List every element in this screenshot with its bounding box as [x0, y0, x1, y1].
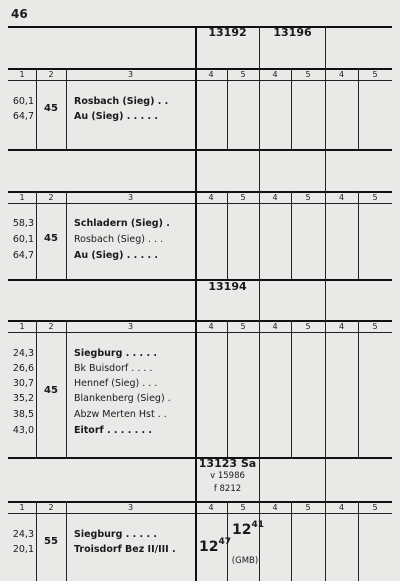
rule: [195, 191, 197, 279]
station-name: Siegburg . . . . .: [74, 348, 157, 359]
km-value: 60,1: [12, 234, 34, 245]
col-number: 5: [305, 322, 311, 331]
rule: [195, 501, 197, 581]
col-number: 4: [208, 70, 214, 79]
col-number: 5: [372, 322, 378, 331]
km-value: 38,5: [12, 409, 34, 420]
station-name: Au (Sieg) . . . . .: [74, 111, 159, 122]
rule: [195, 149, 197, 191]
arrival-time: $12^{47}$: [199, 537, 232, 555]
rule: [325, 501, 326, 581]
col-number: 5: [372, 503, 378, 512]
rule: [291, 501, 292, 581]
col-number: 3: [127, 70, 134, 79]
col-number: 4: [208, 193, 214, 202]
col-number: 5: [240, 193, 246, 202]
rule: [325, 68, 326, 149]
col-number: 4: [338, 193, 345, 202]
station-name: Au (Sieg) . . . . .: [74, 250, 159, 261]
rule: [291, 191, 292, 279]
col-number: 4: [338, 503, 345, 512]
col-number: 1: [19, 322, 25, 331]
col-number: 5: [372, 70, 378, 79]
page-number: 46: [11, 7, 28, 21]
route-number: 45: [44, 385, 58, 396]
km-value: 64,7: [12, 111, 34, 122]
km-value: 20,1: [12, 544, 34, 555]
col-number: 4: [272, 503, 278, 512]
rule: [325, 191, 326, 279]
station-name: Rosbach (Sieg) . . .: [74, 234, 164, 245]
rule: [259, 191, 260, 279]
station-name: Blankenberg (Sieg) .: [74, 393, 171, 404]
col-number: 4: [272, 193, 278, 202]
rule: [325, 279, 326, 320]
col-number: 2: [48, 503, 54, 512]
rule: [259, 457, 260, 501]
station-name: Bk Buisdorf . . . .: [74, 363, 153, 374]
rule: [259, 501, 260, 581]
station-name: Rosbach (Sieg) . .: [74, 96, 169, 107]
col-number: 2: [48, 70, 54, 79]
col-number: 3: [127, 503, 134, 512]
rule: [66, 501, 67, 581]
train-note: v 15986: [210, 471, 245, 481]
col-number: 3: [127, 193, 134, 202]
rule: [66, 68, 67, 149]
station-name: Schladern (Sieg) .: [74, 218, 170, 229]
train-note: f 8212: [213, 484, 242, 494]
km-value: 26,6: [12, 363, 34, 374]
rule: [358, 68, 359, 149]
rule: [66, 191, 67, 279]
col-number: 4: [338, 70, 345, 79]
station-name: Hennef (Sieg) . . .: [74, 378, 158, 389]
col-number: 2: [48, 322, 54, 331]
col-number: 1: [19, 193, 25, 202]
km-value: 64,7: [12, 250, 34, 261]
col-number: 3: [127, 322, 134, 331]
km-value: 30,7: [12, 378, 34, 389]
rule: [358, 191, 359, 279]
col-number: 5: [240, 503, 246, 512]
col-number: 4: [338, 322, 345, 331]
route-number: 55: [44, 536, 58, 547]
station-name: Siegburg . . . . .: [74, 529, 157, 540]
rule: [325, 149, 326, 191]
route-number: 45: [44, 233, 58, 244]
rule: [66, 320, 67, 457]
col-number: 1: [19, 70, 25, 79]
rule: [227, 68, 228, 149]
station-name: Eitorf . . . . . . .: [74, 425, 153, 436]
col-number: 5: [240, 70, 246, 79]
col-number: 1: [19, 503, 25, 512]
time-note: (GMB): [231, 556, 259, 566]
col-number: 4: [272, 70, 278, 79]
col-number: 4: [272, 322, 278, 331]
col-number: 4: [208, 503, 214, 512]
col-number: 4: [208, 322, 214, 331]
train-number: 13192: [208, 26, 247, 39]
rule: [227, 191, 228, 279]
rule: [227, 320, 228, 457]
km-value: 24,3: [12, 529, 34, 540]
km-value: 58,3: [12, 218, 34, 229]
rule: [291, 68, 292, 149]
route-number: 45: [44, 103, 58, 114]
km-value: 24,3: [12, 348, 34, 359]
train-number: 13123 Sa: [198, 457, 257, 470]
rule: [259, 320, 260, 457]
rule: [358, 501, 359, 581]
rule: [8, 149, 392, 151]
rule: [259, 68, 260, 149]
rule: [195, 68, 197, 149]
train-number: 13194: [208, 280, 247, 293]
rule: [195, 320, 197, 457]
station-name: Troisdorf Bez II/III .: [74, 544, 176, 555]
rule: [325, 26, 326, 68]
rule: [259, 149, 260, 191]
rule: [291, 320, 292, 457]
rule: [325, 457, 326, 501]
departure-time: $12^{41}$: [232, 520, 265, 538]
rule: [325, 320, 326, 457]
station-name: Abzw Merten Hst . .: [74, 409, 167, 420]
col-number: 5: [372, 193, 378, 202]
rule: [259, 279, 260, 320]
km-value: 60,1: [12, 96, 34, 107]
col-number: 5: [305, 503, 311, 512]
km-value: 35,2: [12, 393, 34, 404]
col-number: 2: [48, 193, 54, 202]
col-number: 5: [240, 322, 246, 331]
rule: [358, 320, 359, 457]
col-number: 5: [305, 193, 311, 202]
col-number: 5: [305, 70, 311, 79]
km-value: 43,0: [12, 425, 34, 436]
train-number: 13196: [273, 26, 312, 39]
